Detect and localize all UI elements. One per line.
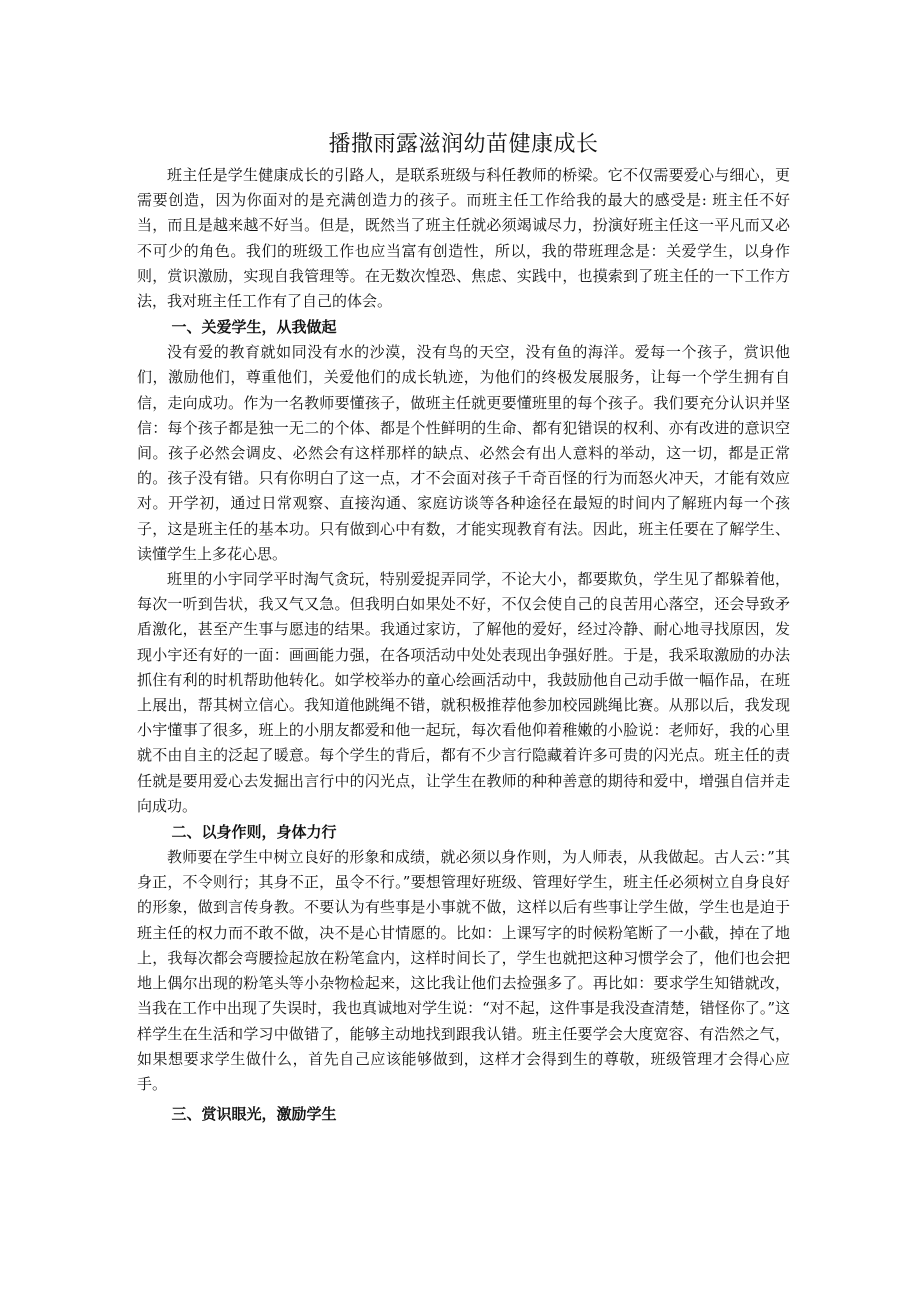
section-2-paragraph-1: 教师要在学生中树立良好的形象和成绩，就必须以身作则，为人师表，从我做起。古人云：”其身正，不令则行；其身不正，虽令不行。”要想管理好班级、管理好学生，班主任必须树立自身良好的形象，做到言传身教。不要认为有些事是小事就不做，这样以后有些事让学生做，学生也是迫于班主任的权力而不敢不做，决不是心甘情愿的。比如：上课写字的时候粉笔断了一小截，掉在了地上，我每次都会弯腰捡起放在粉笔盒内，这样时间长了，学生也就把这种习惯学会了，他们也会把地上偶尔出现的粉笔头等小杂物检起来，这比我让他们去捡强多了。再比如：要求学生知错就改，当我在工作中出现了失误时，我也真诚地对学生说：“对不起，这件事是我没查清楚，错怪你了。”这样学生在生活和学习中做错了，能够主动地找到跟我认错。班主任要学会大度宽容、有浩然之气，如果想要求学生做什么，首先自己应该能够做到，这样才会得到生的尊敬，班级管理才会得心应手。 [137,848,790,1093]
intro-paragraph: 班主任是学生健康成长的引路人，是联系班级与科任教师的桥梁。它不仅需要爱心与细心，更需要创造，因为你面对的是充满创造力的孩子。而班主任工作给我的最大的感受是: 班主任不好当，而且是越来越不好当。但是，既然当了班主任就必须竭诚尽力，扮演好班主任这一平凡而又必不可少的角色。我们的班级工作也应当富有创造性，所以，我的带班理念是：关爱学生，以身作则，赏识激励，实现自我管理等。在无数次惶恐、焦虑、实践中，也摸索到了班主任的一下工作方法，我对班主任工作有了自己的体会。 [137,166,790,311]
section-1-heading: 一、关爱学生，从我做起 [171,318,337,337]
section-3-heading: 三、赏识眼光，激励学生 [171,1105,337,1124]
document-page [137,130,790,1127]
section-1-paragraph-2: 班里的小宇同学平时淘气贪玩，特别爱捉弄同学，不论大小，都要欺负，学生见了都躲着他，每次一听到告状，我又气又急。但我明白如果处不好，不仅会使自己的良苦用心落空，还会导致矛盾激化，甚至产生事与愿违的结果。我通过家访，了解他的爱好，经过冷静、耐心地寻找原因，发现小宇还有好的一面：画画能力强，在各项活动中处处表现出争强好胜。于是，我采取激励的办法抓住有利的时机帮助他转化。如学校举办的童心绘画活动中，我鼓励他自己动手做一幅作品，在班上展出，帮其树立信心。我知道他跳绳不错，就积极推荐他参加校园跳绳比赛。从那以后，我发现小宇懂事了很多，班上的小朋友都爱和他一起玩，每次看他仰着稚嫩的小脸说：老师好，我的心里就不由自主的泛起了暖意。每个学生的背后，都有不少言行隐藏着许多可贵的闪光点。班主任的责任就是要用爱心去发掘出言行中的闪光点，让学生在教师的种种善意的期待和爱中，增强自信并走向成功。 [137,570,790,815]
section-1-paragraph-1: 没有爱的教育就如同没有水的沙漠，没有鸟的天空，没有鱼的海洋。爱每一个孩子，赏识他们，激励他们，尊重他们，关爱他们的成长轨迹，为他们的终极发展服务，让每一个学生拥有自信，走向成功。作为一名教师要懂孩子，做班主任就更要懂班里的每个孩子。我们要充分认识并坚信：每个孩子都是独一无二的个体、都是个性鲜明的生命、都有犯错误的权利、亦有改进的意识空间。孩子必然会调皮、必然会有这样那样的缺点、必然会有出人意料的举动，这一切，都是正常的。孩子没有错。只有你明白了这一点，才不会面对孩子千奇百怪的行为而怒火冲天，才能有效应对。开学初，通过日常观察、直接沟通、家庭访谈等各种途径在最短的时间内了解班内每一个孩子，这是班主任的基本功。只有做到心中有数，才能实现教育有法。因此，班主任要在了解学生、读懂学生上多花心思。 [137,343,790,563]
document-title: 播撒雨露滋润幼苗健康成长 [328,132,599,157]
section-2-heading: 二、以身作则，身体力行 [171,823,337,842]
